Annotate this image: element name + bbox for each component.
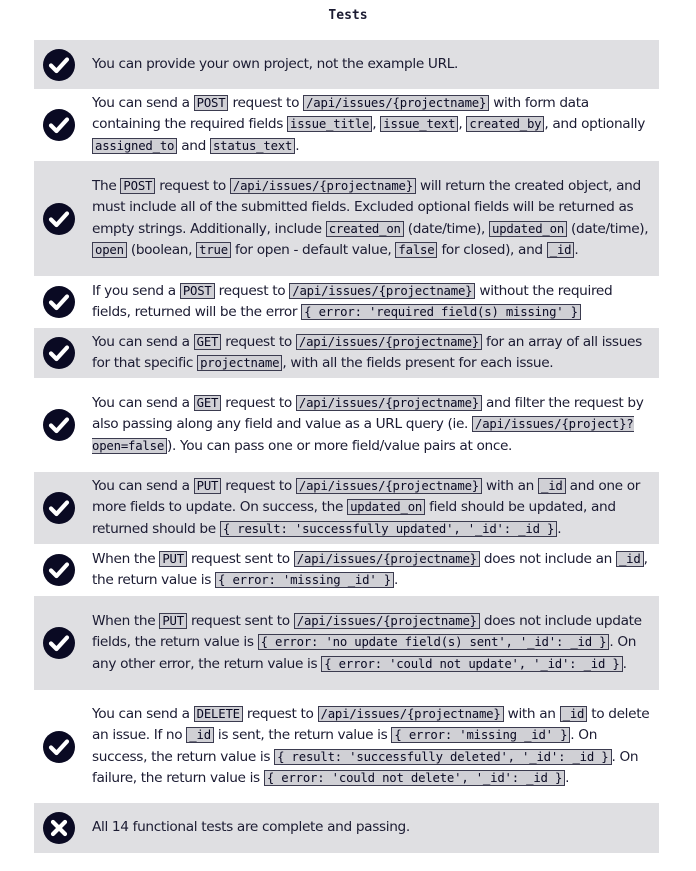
code-snippet: { error: 'no update field(s) sent', '_id': _id } xyxy=(258,634,610,650)
check-circle-icon xyxy=(42,553,76,587)
code-snippet: POST xyxy=(180,283,215,299)
test-description xyxy=(92,54,458,75)
code-snippet: /api/issues/{projectname} xyxy=(230,178,416,194)
text-segment: field should be updated, and returned should be xyxy=(92,499,616,537)
text-segment: , xyxy=(458,116,467,133)
code-snippet: /api/issues/{projectname} xyxy=(289,283,475,299)
code-snippet: { error: 'could not update', '_id': _id } xyxy=(321,656,622,672)
text-segment: for an array of all issues for that specific xyxy=(92,333,642,371)
code-snippet: POST xyxy=(194,95,229,111)
code-snippet: updated_on xyxy=(489,221,567,237)
text-segment: You can send a xyxy=(92,395,194,412)
text-segment: . xyxy=(557,520,562,537)
text-segment: (boolean, xyxy=(126,241,197,258)
test-description xyxy=(92,332,651,375)
text-segment: . xyxy=(393,572,398,588)
test-item xyxy=(34,328,659,378)
text-segment: request to xyxy=(221,395,296,412)
code-snippet: /api/issues/{projectname} xyxy=(294,551,480,567)
code-snippet: created_on xyxy=(326,221,404,237)
test-item xyxy=(34,378,659,472)
code-snippet: _id xyxy=(616,551,644,567)
text-segment: request to xyxy=(228,95,304,112)
text-segment: The xyxy=(92,177,121,194)
text-segment: . On any other error, the return value is xyxy=(92,634,637,672)
text-segment: (date/time), xyxy=(567,220,649,237)
code-snippet: /api/issues/{project}?open=false xyxy=(92,417,634,453)
check-circle-icon xyxy=(42,491,76,525)
code-snippet: /api/issues/{projectname} xyxy=(296,478,482,494)
code-snippet: issue_text xyxy=(380,116,458,132)
text-segment: You can send a xyxy=(92,478,194,495)
check-circle-icon xyxy=(42,285,76,319)
test-description xyxy=(92,611,651,675)
text-segment: without the required fields, returned will be the error xyxy=(92,282,613,320)
text-segment: When the xyxy=(92,550,160,567)
code-snippet: { error: 'could not delete', '_id': _id } xyxy=(264,770,565,786)
code-snippet: { error: 'required field(s) missing' } xyxy=(301,304,581,320)
code-snippet: /api/issues/{projectname} xyxy=(303,95,489,111)
test-item xyxy=(34,472,659,544)
test-description xyxy=(92,176,651,261)
text-segment: If you send a xyxy=(92,282,180,299)
text-segment: You can provide your own project, not the example URL. xyxy=(92,55,459,72)
x-circle-icon xyxy=(42,811,76,845)
text-segment: for open - default value, xyxy=(230,241,396,258)
text-segment: request to xyxy=(214,282,290,299)
text-segment: When the xyxy=(92,613,160,630)
check-circle-icon xyxy=(42,730,76,764)
code-snippet: /api/issues/{projectname} xyxy=(296,334,482,350)
test-item xyxy=(34,161,659,276)
code-snippet: open xyxy=(92,242,127,258)
test-item xyxy=(34,276,659,328)
text-segment: to delete an issue. If no xyxy=(92,705,650,744)
text-segment: request to xyxy=(221,333,296,350)
text-segment: and filter the request by also passing along any field and value as a URL query (ie. xyxy=(92,395,644,433)
code-snippet: /api/issues/{projectname} xyxy=(318,706,504,722)
test-description xyxy=(92,817,410,838)
text-segment: with form data containing the required fields xyxy=(92,95,589,133)
text-segment: with an xyxy=(503,705,560,722)
test-description xyxy=(92,704,651,789)
text-segment: , xyxy=(372,116,381,133)
code-snippet: { result: 'successfully updated', '_id': _id } xyxy=(220,521,557,537)
code-snippet: PUT xyxy=(159,551,187,567)
text-segment: with an xyxy=(481,478,538,495)
code-snippet: assigned_to xyxy=(92,138,177,154)
text-segment: does not include an xyxy=(479,550,616,567)
check-circle-icon xyxy=(42,108,76,142)
code-snippet: issue_title xyxy=(287,116,372,132)
code-snippet: _id xyxy=(538,478,566,494)
text-segment: request to xyxy=(221,478,296,495)
code-snippet: PUT xyxy=(159,613,187,629)
test-item xyxy=(34,40,659,89)
test-item xyxy=(34,89,659,161)
code-snippet: PUT xyxy=(194,478,222,494)
text-segment: . xyxy=(565,769,570,786)
text-segment: (date/time), xyxy=(403,220,489,237)
text-segment: . xyxy=(622,655,627,672)
code-snippet: DELETE xyxy=(194,706,243,722)
text-segment: request sent to xyxy=(186,550,294,567)
check-circle-icon xyxy=(42,336,76,370)
text-segment: You can send a xyxy=(92,705,194,722)
code-snippet: true xyxy=(196,242,231,258)
text-segment: ). You can pass one or more field/value pairs at once. xyxy=(167,437,513,454)
page-title: Tests xyxy=(328,8,368,23)
test-description xyxy=(92,281,651,324)
code-snippet: /api/issues/{projectname} xyxy=(296,395,482,411)
text-segment: , and optionally xyxy=(544,116,645,133)
code-snippet: _id xyxy=(547,242,575,258)
check-circle-icon xyxy=(42,626,76,660)
code-snippet: _id xyxy=(186,727,214,743)
text-segment: request to xyxy=(242,705,318,722)
code-snippet: { error: 'missing _id' } xyxy=(215,572,394,588)
text-segment: and xyxy=(177,137,210,154)
text-segment: request sent to xyxy=(186,613,294,630)
test-list xyxy=(34,40,659,853)
code-snippet: false xyxy=(395,242,437,258)
text-segment: . On failure, the return value is xyxy=(92,748,639,786)
code-snippet: /api/issues/{projectname} xyxy=(294,613,480,629)
code-snippet: updated_on xyxy=(347,499,425,515)
text-segment: You can send a xyxy=(92,95,194,112)
code-snippet: { error: 'missing _id' } xyxy=(391,727,570,743)
test-description xyxy=(92,93,651,157)
code-snippet: status_text xyxy=(210,138,295,154)
test-item xyxy=(34,690,659,803)
code-snippet: POST xyxy=(120,178,155,194)
test-item xyxy=(34,803,659,853)
test-description xyxy=(92,476,651,540)
text-segment: All 14 functional tests are complete and passing. xyxy=(92,819,410,836)
test-item xyxy=(34,544,659,596)
text-segment: request to xyxy=(155,177,230,194)
test-description xyxy=(92,549,651,592)
text-segment: , with all the fields present for each issue. xyxy=(282,355,554,371)
text-segment: , the return value is xyxy=(92,550,648,588)
code-snippet: projectname xyxy=(197,355,282,371)
code-snippet: GET xyxy=(194,395,222,411)
text-segment: and one or more fields to update. On success, the xyxy=(92,478,641,516)
text-segment: . On success, the return value is xyxy=(92,727,598,765)
code-snippet: { result: 'successfully deleted', '_id': _id } xyxy=(274,749,611,765)
text-segment: You can send a xyxy=(92,333,194,350)
text-segment: will return the created object, and must include all of the submitted fields. Excluded optional fields will be returned as empty strings. Additionally, include xyxy=(92,177,641,237)
check-circle-icon xyxy=(42,202,76,236)
text-segment: for closed), and xyxy=(437,241,547,258)
test-item xyxy=(34,596,659,690)
text-segment: . xyxy=(295,137,300,154)
check-circle-icon xyxy=(42,48,76,82)
text-segment: is sent, the return value is xyxy=(213,727,392,744)
test-description xyxy=(92,393,651,457)
text-segment: . xyxy=(574,241,579,258)
code-snippet: created_by xyxy=(466,116,544,132)
check-circle-icon xyxy=(42,408,76,442)
code-snippet: GET xyxy=(194,334,222,350)
text-segment: does not include update fields, the return value is xyxy=(92,613,642,651)
code-snippet: _id xyxy=(560,706,588,722)
